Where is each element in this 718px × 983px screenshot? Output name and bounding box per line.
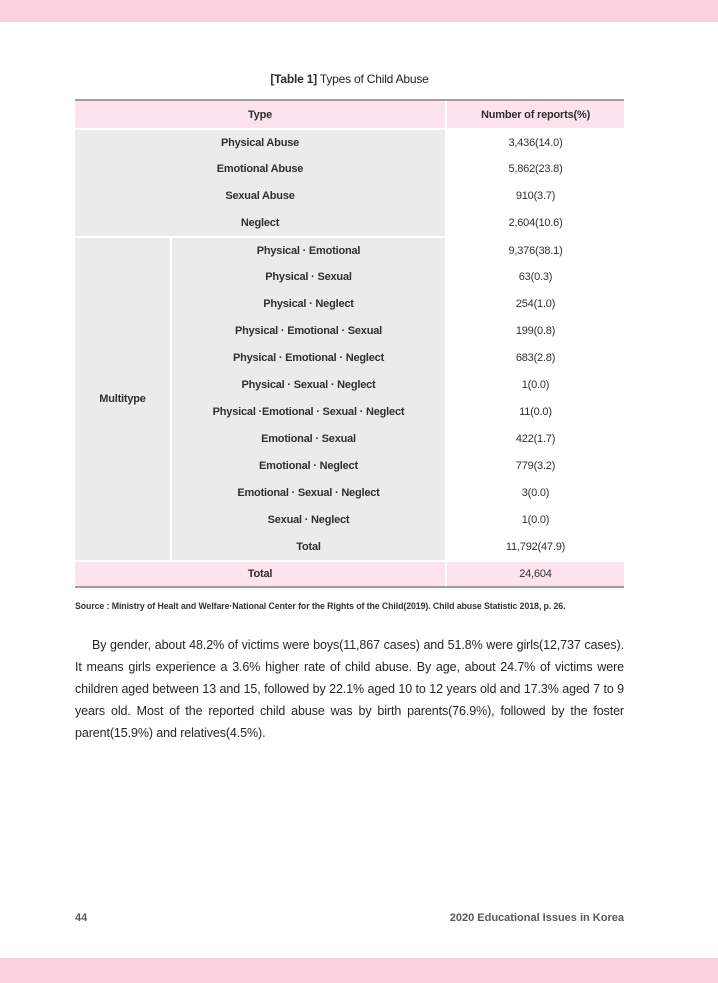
- page-footer: [75, 912, 624, 924]
- value-cell: 199(0.8): [445, 317, 624, 344]
- value-cell: 910(3.7): [445, 182, 624, 209]
- value-cell: 9,376(38.1): [445, 236, 624, 263]
- page-content: [75, 0, 624, 744]
- table-header-row: [75, 101, 624, 128]
- table-row: [75, 128, 624, 155]
- table-row: [75, 236, 624, 263]
- column-header-reports: Number of reports(%): [445, 101, 624, 128]
- value-cell: 254(1.0): [445, 290, 624, 317]
- type-cell: Physical · Sexual · Neglect: [172, 371, 445, 398]
- type-cell: Physical · Sexual: [172, 263, 445, 290]
- value-cell: 3(0.0): [445, 479, 624, 506]
- table-grand-total-row: [75, 560, 624, 586]
- value-cell: 2,604(10.6): [445, 209, 624, 236]
- type-cell: Physical ·Emotional · Sexual · Neglect: [172, 398, 445, 425]
- type-cell: Total: [172, 533, 445, 560]
- table-title-prefix: [Table 1]: [270, 72, 317, 86]
- type-cell: Physical · Neglect: [172, 290, 445, 317]
- table-row: [75, 155, 624, 182]
- grand-total-label: Total: [75, 560, 445, 586]
- type-cell: Neglect: [75, 209, 445, 236]
- value-cell: 1(0.0): [445, 371, 624, 398]
- value-cell: 422(1.7): [445, 425, 624, 452]
- type-cell: Sexual Abuse: [75, 182, 445, 209]
- column-header-type: Type: [75, 101, 445, 128]
- source-note: Source : Ministry of Healt and Welfare·National Center for the Rights of the Child(2019). Child abuse Statistic 2018, p. 26.: [75, 601, 566, 611]
- grand-total-value: 24,604: [445, 560, 624, 586]
- value-cell: 683(2.8): [445, 344, 624, 371]
- value-cell: 11,792(47.9): [445, 533, 624, 560]
- type-cell: Emotional Abuse: [75, 155, 445, 182]
- table-title: [75, 72, 624, 86]
- child-abuse-table: [75, 99, 624, 588]
- book-title: 2020 Educational Issues in Korea: [449, 912, 624, 924]
- type-cell: Physical · Emotional · Neglect: [172, 344, 445, 371]
- type-cell: Sexual · Neglect: [172, 506, 445, 533]
- multitype-label-cell: Multitype: [75, 236, 172, 560]
- type-cell: Physical Abuse: [75, 128, 445, 155]
- value-cell: 1(0.0): [445, 506, 624, 533]
- bottom-decorative-bar: [0, 958, 718, 983]
- page-number: 44: [75, 912, 88, 924]
- type-cell: Physical · Emotional · Sexual: [172, 317, 445, 344]
- type-cell: Emotional · Sexual · Neglect: [172, 479, 445, 506]
- table-title-text: Types of Child Abuse: [319, 72, 429, 86]
- value-cell: 5,862(23.8): [445, 155, 624, 182]
- type-cell: Emotional · Sexual: [172, 425, 445, 452]
- table-row: [75, 182, 624, 209]
- value-cell: 11(0.0): [445, 398, 624, 425]
- value-cell: 63(0.3): [445, 263, 624, 290]
- type-cell: Emotional · Neglect: [172, 452, 445, 479]
- table-row: [75, 209, 624, 236]
- type-cell: Physical · Emotional: [172, 236, 445, 263]
- value-cell: 3,436(14.0): [445, 128, 624, 155]
- body-paragraph: By gender, about 48.2% of victims were boys(11,867 cases) and 51.8% were girls(12,737 cases). It means girls experience a 3.6% higher rate of child abuse. By age, about 24.7% of victims were children aged between 13 and 15, followed by 22.1% aged 10 to 12 years old and 17.3% aged 7 to 9 years old. Most of the reported child abuse was by birth parents(76.9%), followed by the foster parent(15.9%) and relatives(4.5%).: [75, 638, 624, 740]
- value-cell: 779(3.2): [445, 452, 624, 479]
